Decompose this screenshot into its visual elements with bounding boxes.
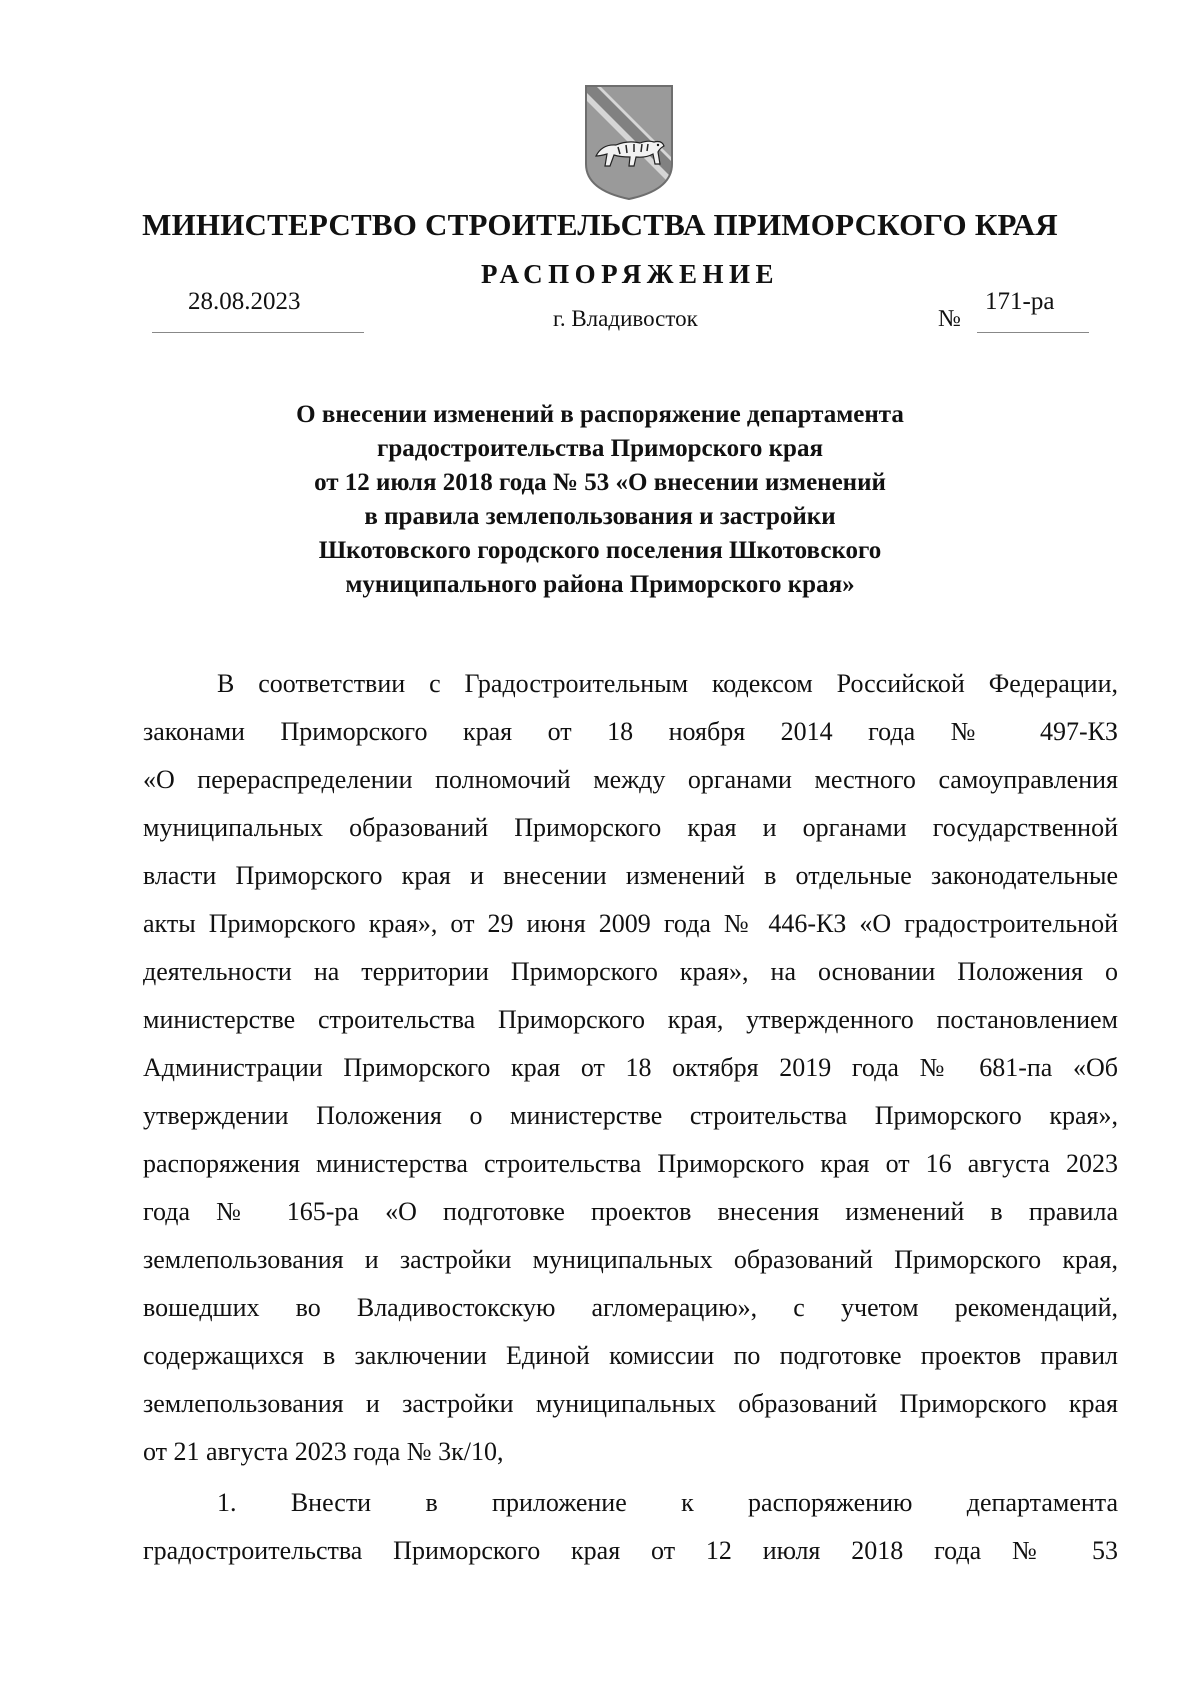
text-line: землепользования и застройки муниципальных образований Приморского края, — [143, 1245, 1118, 1274]
text-line: законами Приморского края от 18 ноября 2014 года № 497-КЗ — [143, 717, 1118, 746]
text-line: акты Приморского края», от 29 июня 2009 года № 446-КЗ «О градостроительной — [143, 909, 1118, 938]
text-line: власти Приморского края и внесении изменений в отдельные законодательные — [143, 861, 1118, 890]
document-title — [100, 398, 1100, 602]
document-type: РАСПОРЯЖЕНИЕ — [480, 259, 780, 289]
title-line: в правила землепользования и застройки — [364, 503, 836, 530]
title-line: от 12 июля 2018 года № 53 «О внесении изменений — [314, 469, 886, 496]
text-line: утверждении Положения о министерстве строительства Приморского края», — [143, 1101, 1118, 1130]
text-line: муниципальных образований Приморского края и органами государственной — [143, 813, 1118, 842]
text-line: министерстве строительства Приморского края, утвержденного постановлением — [143, 1005, 1118, 1034]
item-1-paragraph — [143, 1479, 1118, 1575]
title-line: муниципального района Приморского края» — [345, 571, 855, 598]
text-line: 1. Внести в приложение к распоряжению департамента — [217, 1488, 1118, 1517]
date-field — [152, 288, 364, 333]
text-line: вошедших во Владивостокскую агломерацию», с учетом рекомендаций, — [143, 1293, 1118, 1322]
ministry-name: МИНИСТЕРСТВО СТРОИТЕЛЬСТВА ПРИМОРСКОГО КРАЯ — [142, 207, 1058, 242]
title-line: Шкотовского городского поселения Шкотовского — [318, 537, 882, 564]
document-date: 28.08.2023 — [188, 288, 301, 315]
text-line: от 21 августа 2023 года № 3к/10, — [143, 1437, 504, 1466]
number-label: № — [938, 306, 961, 332]
text-line: года № 165-ра «О подготовке проектов внесения изменений в правила — [143, 1197, 1118, 1226]
document-body — [143, 660, 1118, 1575]
coat-of-arms-emblem — [582, 82, 676, 202]
text-line: В соответствии с Градостроительным кодексом Российской Федерации, — [217, 669, 1118, 698]
text-line: содержащихся в заключении Единой комиссии по подготовке проектов правил — [143, 1341, 1118, 1370]
document-number: 171-ра — [985, 288, 1055, 315]
text-line: землепользования и застройки муниципальных образований Приморского края — [143, 1389, 1118, 1418]
text-line: распоряжения министерства строительства Приморского края от 16 августа 2023 — [143, 1149, 1118, 1178]
city-label: г. Владивосток — [553, 306, 698, 331]
text-line: деятельности на территории Приморского края», на основании Положения о — [143, 957, 1118, 986]
text-line: «О перераспределении полномочий между органами местного самоуправления — [143, 765, 1118, 794]
preamble-paragraph — [143, 660, 1118, 1476]
title-line: градостроительства Приморского края — [377, 435, 823, 462]
title-line: О внесении изменений в распоряжение департамента — [296, 401, 904, 428]
text-line: градостроительства Приморского края от 12 июля 2018 года № 53 — [143, 1536, 1118, 1565]
number-field — [977, 288, 1089, 333]
text-line: Администрации Приморского края от 18 октября 2019 года № 681-па «Об — [143, 1053, 1118, 1082]
